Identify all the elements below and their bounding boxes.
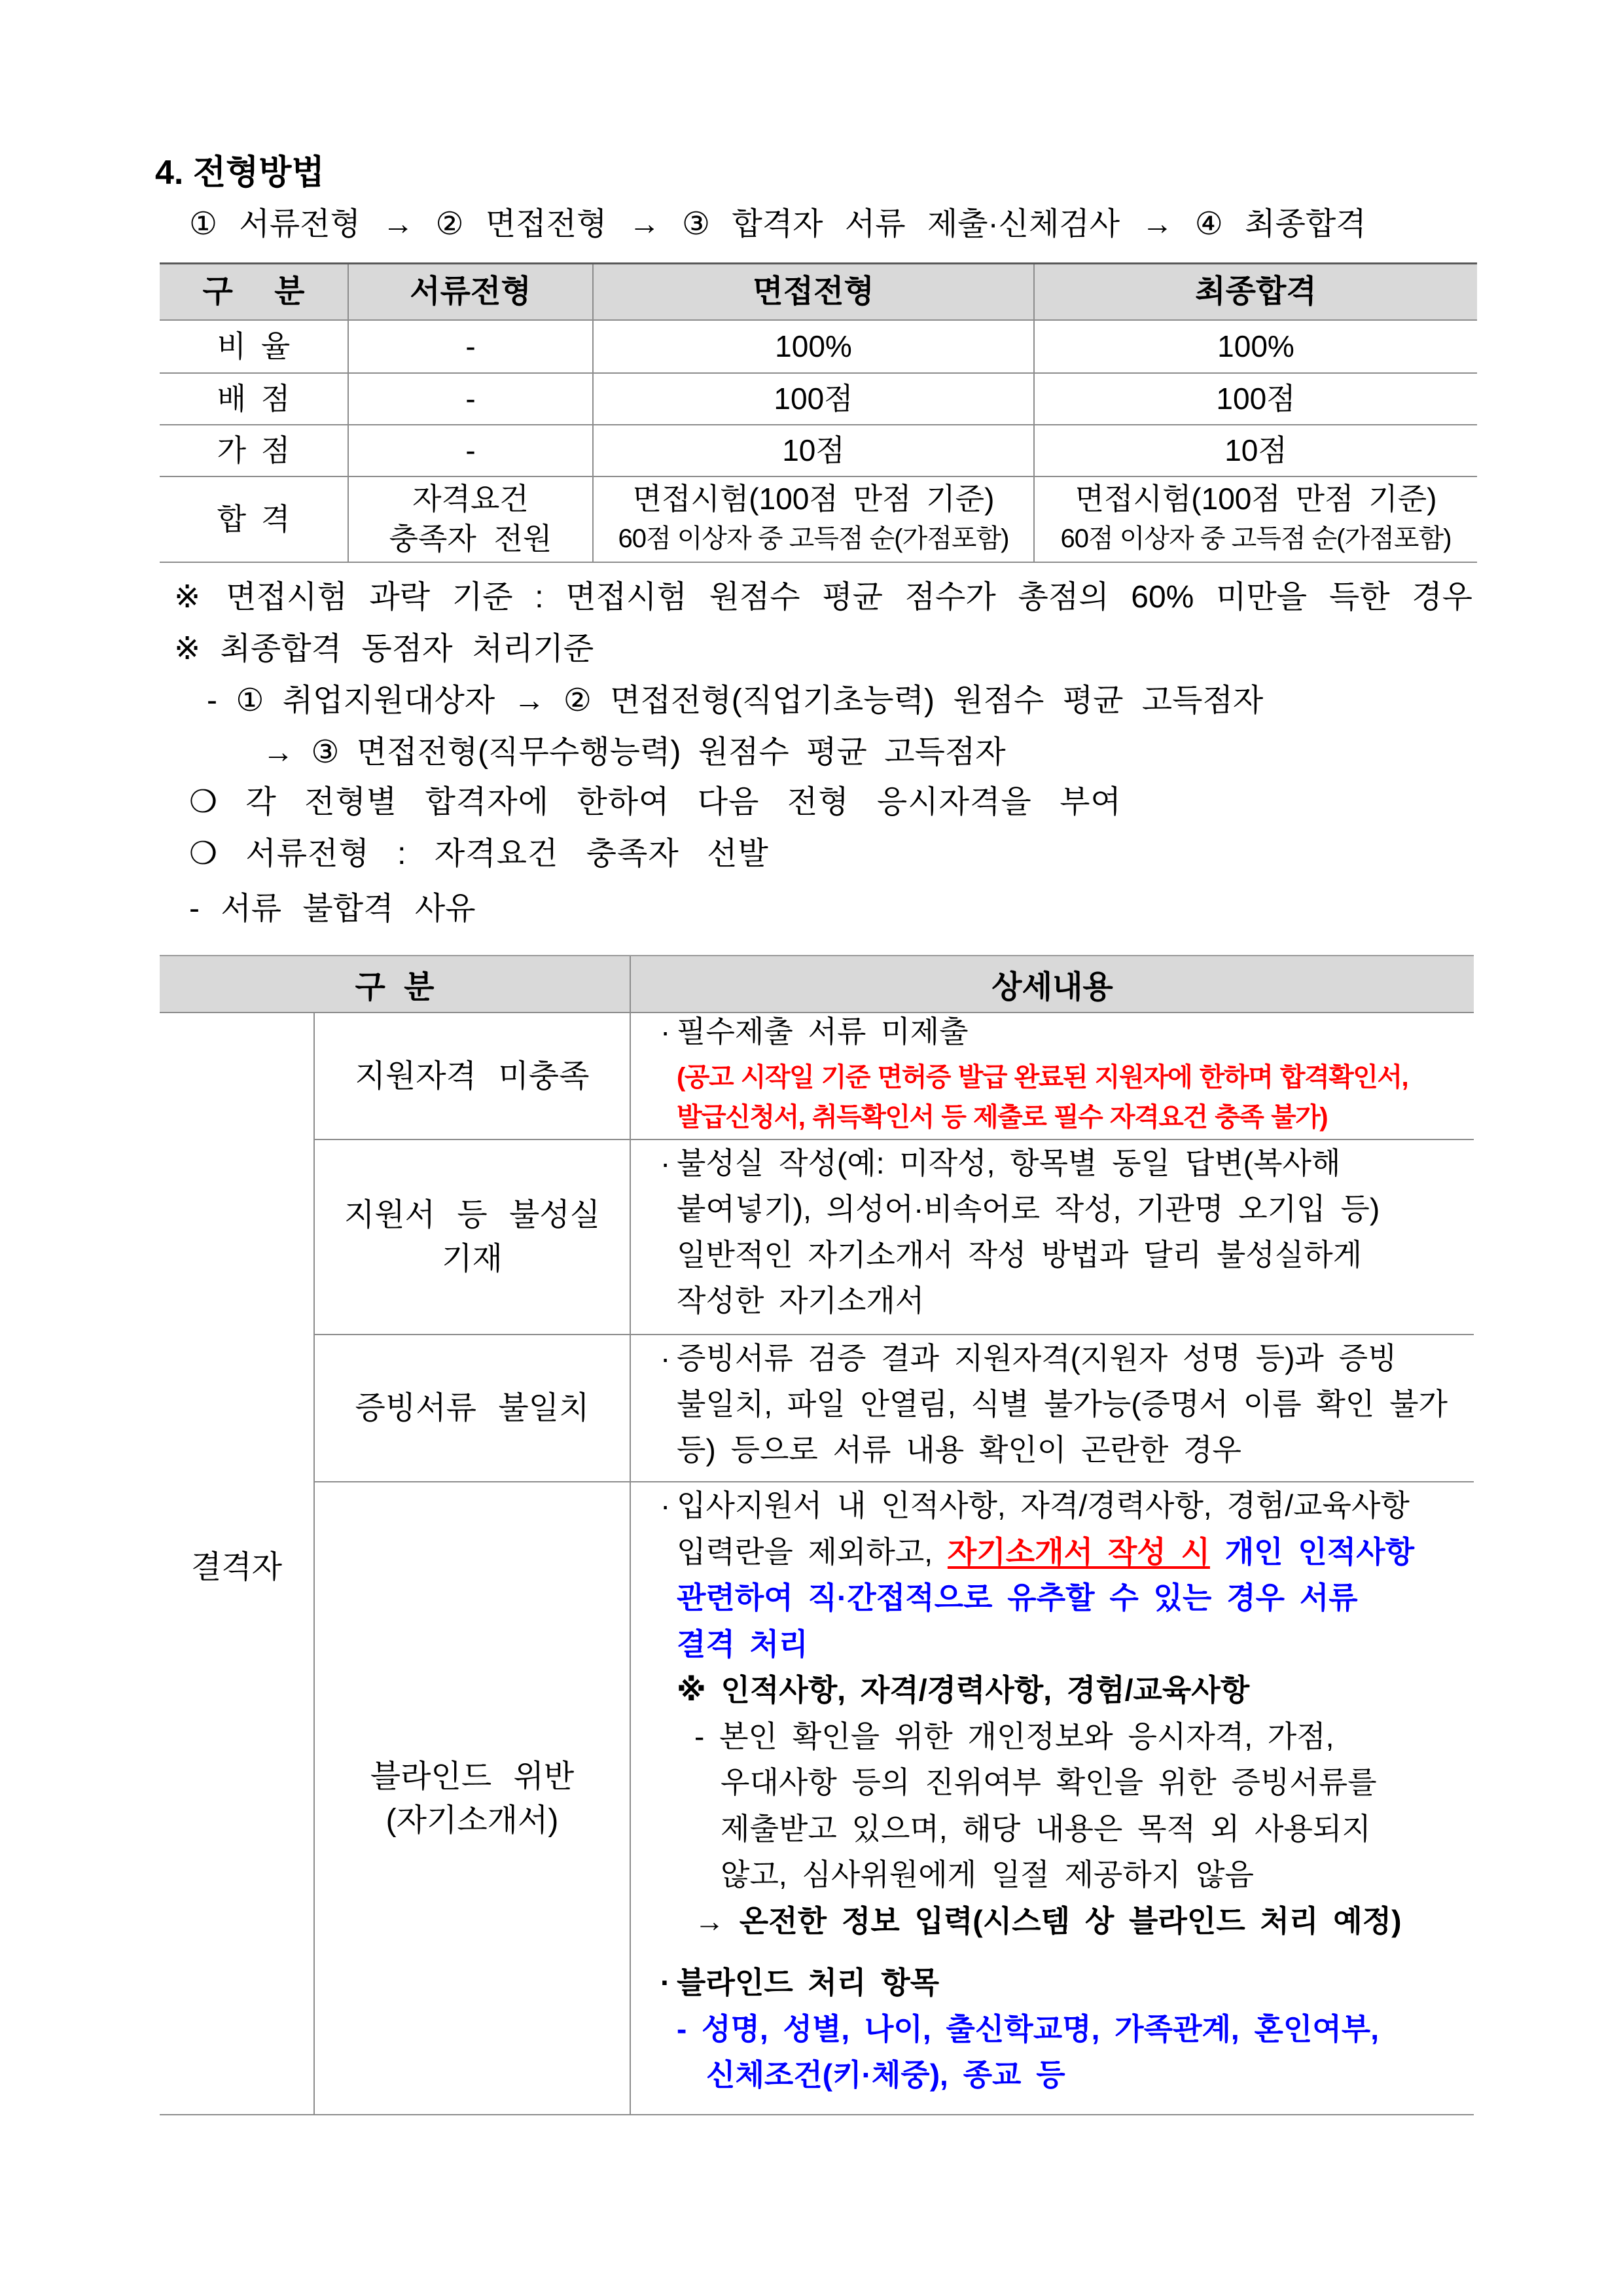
detail-line: 붙여넣기), 의성어·비속어로 작성, 기관명 오기입 등) [677, 1192, 1380, 1226]
notice-title: ※ 인적사항, 자격/경력사항, 경험/교육사항 [677, 1673, 1250, 1707]
note-rejection-reasons: - 서류 불합격 사유 [189, 891, 476, 926]
note-failing-criteria: ※ 면접시험 과락 기준 : 면접시험 원점수 평균 점수가 총점의 60% 미만을 득한 경우 [174, 580, 1472, 615]
group-label-disqualified: 결격자 [160, 1013, 314, 2115]
blind-items-title [631, 1960, 1474, 2006]
reason-label [314, 1482, 630, 2115]
cell-line: 면접시험(100점 만점 기준) [1075, 482, 1437, 516]
note-tie-breaker-title: ※ 최종합격 동점자 처리기준 [174, 632, 594, 666]
cell-document: - [348, 425, 593, 476]
warning-note-line: 발급신청서, 취득확인서 등 제출로 필수 자격요건 충족 불가) [677, 1103, 1328, 1132]
table-row [160, 373, 1477, 425]
detail-text: 입력란을 제외하고, [677, 1534, 948, 1569]
row-label-score: 배 점 [160, 373, 348, 425]
warning-note-line: (공고 시작일 기준 면허증 발급 완료된 지원자에 한하며 합격확인서, [677, 1063, 1408, 1092]
reason-detail [630, 1335, 1474, 1482]
bullet-icon: · [660, 1014, 671, 1049]
notice-line: - 본인 확인을 위한 개인정보와 응시자격, 가점, [694, 1719, 1334, 1753]
detail-line [631, 1140, 1474, 1186]
table-row [160, 1139, 1474, 1335]
row-label-bonus: 가 점 [160, 425, 348, 476]
table-row [160, 1013, 1474, 1139]
bullet-icon: · [660, 1965, 671, 2000]
emphasis-line: 결격 처리 [677, 1626, 808, 1661]
detail-line: 작성한 자기소개서 [677, 1283, 925, 1318]
blind-item-line: - 성명, 성별, 나이, 출신학교명, 가족관계, 혼인여부, [677, 2011, 1379, 2046]
detail-line [631, 1482, 1474, 1529]
detail-line [631, 1335, 1474, 1381]
cell-final: 10점 [1034, 425, 1477, 476]
table-row [160, 1482, 1474, 2115]
detail-line [631, 1529, 1474, 1575]
detail-line: 등) 등으로 서류 내용 확인이 곤란한 경우 [677, 1433, 1241, 1467]
reason-label-line: 블라인드 위반 [370, 1759, 575, 1794]
bullet-icon: · [660, 1341, 671, 1375]
cell-final: 100% [1034, 320, 1477, 373]
selection-stage-table [160, 262, 1477, 563]
cell-line: 충족자 전원 [389, 522, 552, 556]
row-label-pass: 합 격 [160, 476, 348, 562]
note-tie-breaker-rule-cont: → ③ 면접전형(직무수행능력) 원점수 평균 고득점자 [262, 735, 1006, 770]
reason-detail [630, 1139, 1474, 1335]
cell-document: - [348, 373, 593, 425]
selection-flow: ① 서류전형 → ② 면접전형 → ③ 합격자 서류 제출·신체검사 → ④ 최종합격 [189, 207, 1366, 242]
detail-text: 블라인드 처리 항목 [677, 1965, 940, 2000]
highlighted-text: 자기소개서 작성 시 [947, 1534, 1210, 1569]
reason-label-line: (자기소개서) [385, 1803, 559, 1838]
cell-final [1034, 476, 1477, 562]
notice-line: 제출받고 있으며, 해당 내용은 목적 외 사용되지 [721, 1811, 1371, 1846]
notice-line: 않고, 심사위원에게 일절 제공하지 않음 [721, 1857, 1254, 1892]
section-heading [155, 153, 325, 192]
bullet-icon: · [660, 1146, 671, 1180]
table-row [160, 320, 1477, 373]
reason-detail [630, 1013, 1474, 1139]
cell-line: 60점 이상자 중 고득점 순(가점포함) [618, 524, 1009, 553]
table-row [160, 476, 1477, 562]
header-category: 구 분 [160, 956, 630, 1013]
cell-interview: 100점 [593, 373, 1034, 425]
reason-label-line: 기재 [442, 1242, 503, 1276]
reason-label [314, 1013, 630, 1139]
row-label-ratio: 비 율 [160, 320, 348, 373]
reason-label-line: 지원서 등 불성실 [344, 1198, 601, 1232]
blind-item-line: 신체조건(키·체중), 종교 등 [706, 2058, 1065, 2092]
bullet-icon: · [660, 1488, 671, 1522]
cell-final: 100점 [1034, 373, 1477, 425]
cell-interview: 10점 [593, 425, 1034, 476]
notice-conclusion: → 온전한 정보 입력(시스템 상 블라인드 처리 예정) [694, 1903, 1402, 1938]
cell-line: 60점 이상자 중 고득점 순(가점포함) [1060, 524, 1452, 553]
detail-text: 필수제출 서류 미제출 [677, 1014, 969, 1049]
cell-document [348, 476, 593, 562]
detail-line [631, 1013, 1474, 1050]
reason-label [314, 1335, 630, 1482]
header-interview: 면접전형 [593, 264, 1034, 320]
table-header-row [160, 956, 1474, 1013]
header-details: 상세내용 [630, 956, 1474, 1013]
reason-label [314, 1139, 630, 1335]
cell-interview [593, 476, 1034, 562]
header-final-pass: 최종합격 [1034, 264, 1477, 320]
table-header-row [160, 264, 1477, 320]
detail-line: 일반적인 자기소개서 작성 방법과 달리 불성실하게 [677, 1238, 1363, 1272]
detail-line: 불일치, 파일 안열림, 식별 불가능(증명서 이름 확인 불가 [677, 1387, 1448, 1421]
notice-line: 우대사항 등의 진위여부 확인을 위한 증빙서류를 [721, 1765, 1377, 1799]
cell-line: 자격요건 [412, 482, 529, 516]
cell-line: 면접시험(100점 만점 기준) [632, 482, 995, 516]
cell-document: - [348, 320, 593, 373]
header-document-screening: 서류전형 [348, 264, 593, 320]
rejection-reason-table [160, 955, 1474, 2115]
cell-interview: 100% [593, 320, 1034, 373]
detail-text: 불성실 작성(예: 미작성, 항목별 동일 답변(복사해 [677, 1146, 1341, 1180]
detail-text: 입사지원서 내 인적사항, 자격/경력사항, 경험/교육사항 [677, 1488, 1410, 1522]
note-tie-breaker-rule: - ① 취업지원대상자 → ② 면접전형(직업기초능력) 원점수 평균 고득점자 [207, 683, 1264, 718]
emphasis-text: 개인 인적사항 [1209, 1534, 1415, 1569]
table-row [160, 1335, 1474, 1482]
reason-label-line: 지원자격 미충족 [355, 1058, 590, 1094]
reason-detail [630, 1482, 1474, 2115]
table-row [160, 425, 1477, 476]
detail-text: 증빙서류 검증 결과 지원자격(지원자 성명 등)과 증빙 [677, 1341, 1397, 1375]
note-stage-eligibility: ❍ 각 전형별 합격자에 한하여 다음 전형 응시자격을 부여 [189, 785, 1122, 819]
note-document-screening: ❍ 서류전형 : 자격요건 충족자 선발 [189, 836, 769, 871]
emphasis-line: 관련하여 직·간접적으로 유추할 수 있는 경우 서류 [677, 1581, 1358, 1615]
header-category: 구 분 [160, 264, 348, 320]
section-number: 4. [155, 154, 184, 192]
reason-label-line: 증빙서류 불일치 [355, 1391, 590, 1426]
section-title: 전형방법 [192, 154, 325, 192]
